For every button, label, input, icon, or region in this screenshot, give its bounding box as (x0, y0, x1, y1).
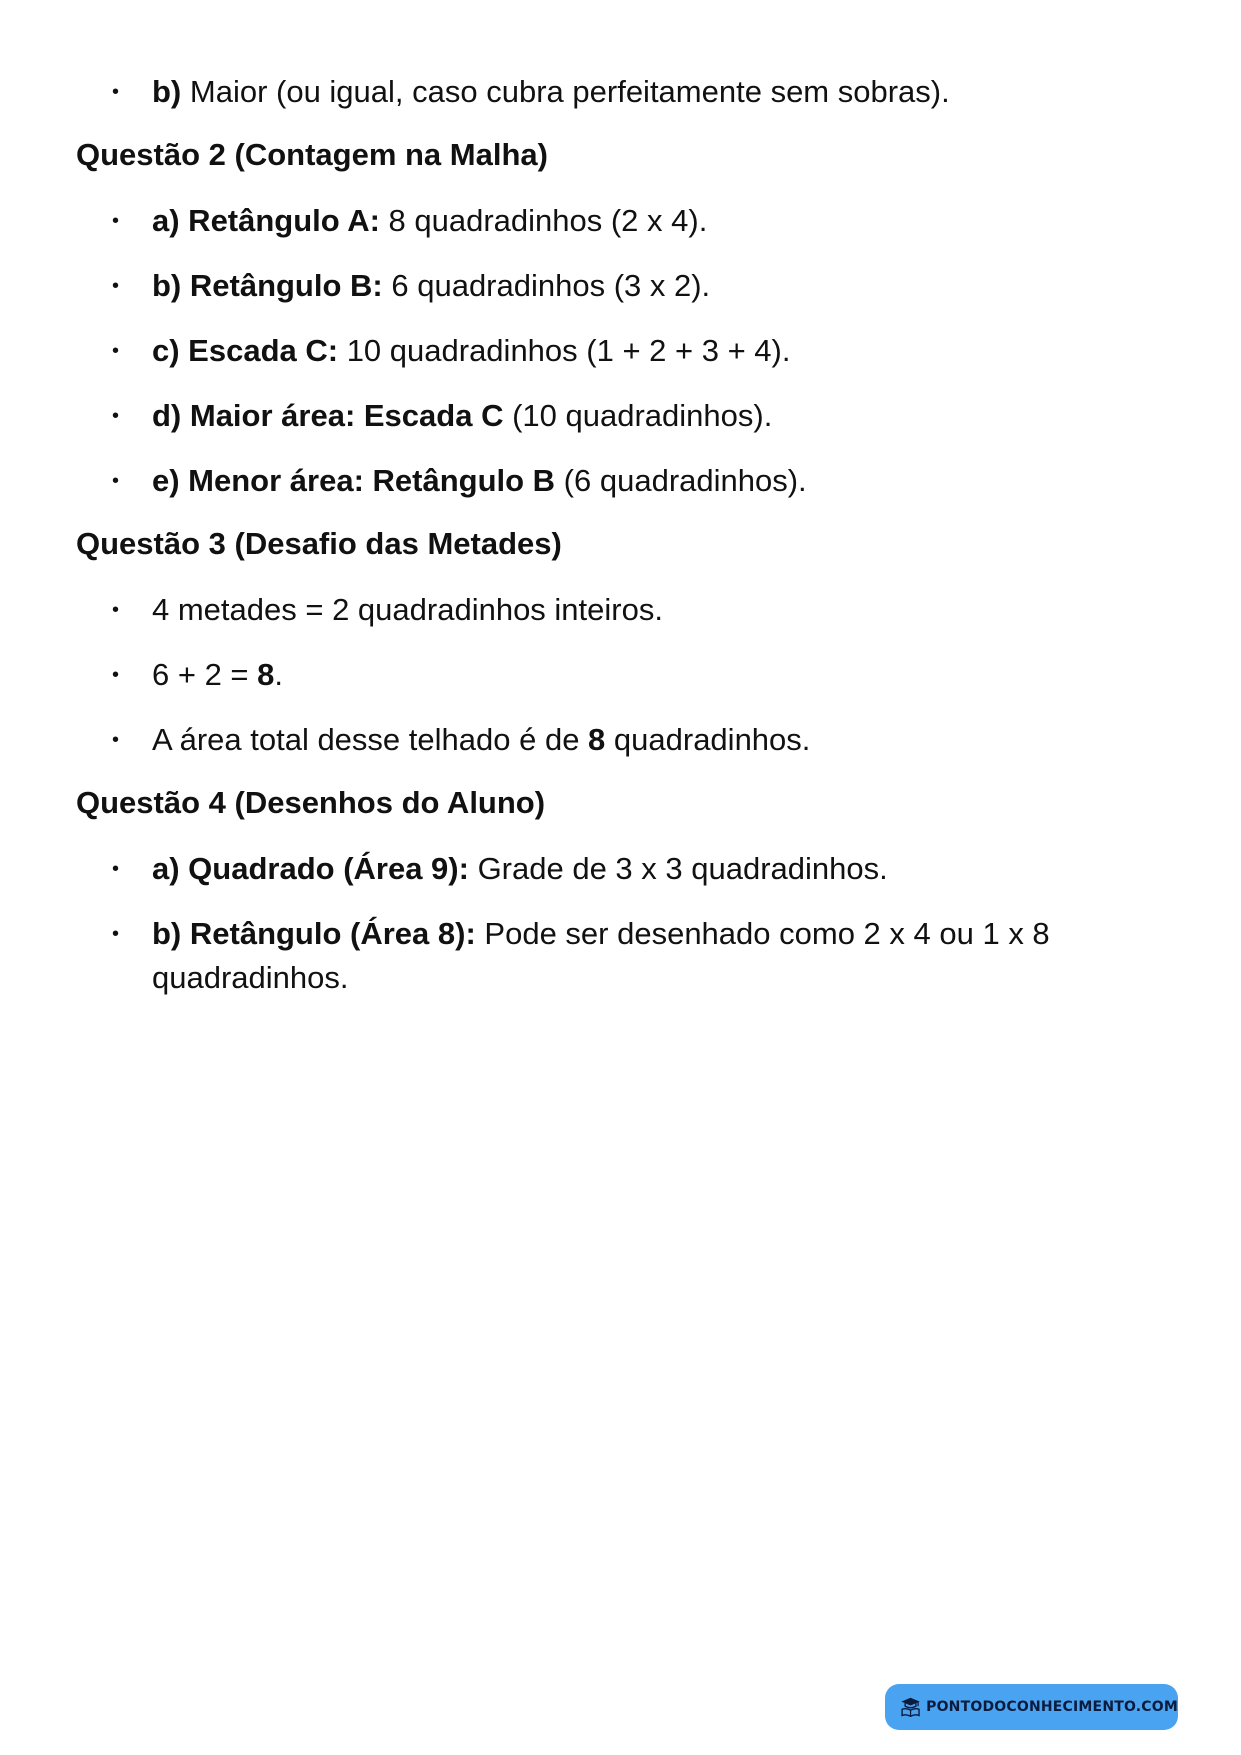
graduation-book-icon (899, 1692, 922, 1722)
item-text: A área total desse telhado é de (152, 722, 589, 757)
list-item (0, 588, 1241, 653)
bullet-icon: • (112, 664, 120, 686)
item-prefix: d) Maior área: Escada C (152, 398, 504, 433)
item-bold-value: 8 (257, 657, 275, 692)
item-prefix: c) Escada C: (152, 333, 339, 368)
item-prefix: a) Quadrado (Área 9): (152, 851, 469, 886)
item-text: (10 quadradinhos). (503, 398, 773, 433)
bullet-icon: • (112, 275, 120, 297)
list-item (0, 264, 1241, 329)
questao2-list (0, 199, 1241, 524)
bullet-icon: • (112, 405, 120, 427)
item-text: (6 quadradinhos). (555, 463, 807, 498)
questao2-heading: Questão 2 (Contagem na Malha) (76, 137, 548, 172)
list-item (0, 459, 1241, 524)
item-prefix: b) Retângulo (Área 8): (152, 916, 476, 951)
list-item (0, 329, 1241, 394)
list-item (0, 912, 1241, 1000)
item-bold-value: 8 (588, 722, 606, 757)
item-text: 8 quadradinhos (2 x 4). (379, 203, 708, 238)
bullet-icon: • (112, 923, 120, 945)
site-badge-link[interactable] (885, 1684, 1178, 1730)
bullet-icon: • (112, 599, 120, 621)
list-item (0, 199, 1241, 264)
bullet-icon: • (112, 729, 120, 751)
bullet-icon: • (112, 340, 120, 362)
list-item (0, 718, 1241, 783)
questao4-list (0, 847, 1241, 1000)
questao4-heading: Questão 4 (Desenhos do Aluno) (76, 785, 546, 820)
bullet-icon: • (112, 858, 120, 880)
item-text: Pode ser desenhado como 2 x 4 ou 1 x 8 quadradinhos. (152, 916, 1050, 995)
item-text: . (274, 657, 284, 692)
questao1-tail-list (0, 70, 1241, 135)
bullet-icon: • (112, 210, 120, 232)
item-prefix: b) (152, 74, 182, 109)
item-prefix: e) Menor área: Retângulo B (152, 463, 556, 498)
site-name: PONTODOCONHECIMENTO.COM (926, 1699, 1178, 1715)
item-prefix: b) Retângulo B: (152, 268, 383, 303)
item-text: quadradinhos. (605, 722, 811, 757)
item-text: 10 quadradinhos (1 + 2 + 3 + 4). (338, 333, 791, 368)
list-item (0, 847, 1241, 912)
item-text: 6 + 2 = (152, 657, 258, 692)
bullet-icon: • (112, 81, 120, 103)
list-item (0, 394, 1241, 459)
questao3-heading: Questão 3 (Desafio das Metades) (76, 526, 562, 561)
answer-key-content (0, 70, 1241, 1000)
item-text: 4 metades = 2 quadradinhos inteiros. (152, 592, 663, 627)
bullet-icon: • (112, 470, 120, 492)
item-prefix: a) Retângulo A: (152, 203, 380, 238)
list-item (0, 70, 1241, 135)
list-item (0, 653, 1241, 718)
item-text: 6 quadradinhos (3 x 2). (382, 268, 711, 303)
questao3-list (0, 588, 1241, 783)
item-text: Maior (ou igual, caso cubra perfeitamente sem sobras). (181, 74, 950, 109)
item-text: Grade de 3 x 3 quadradinhos. (468, 851, 888, 886)
